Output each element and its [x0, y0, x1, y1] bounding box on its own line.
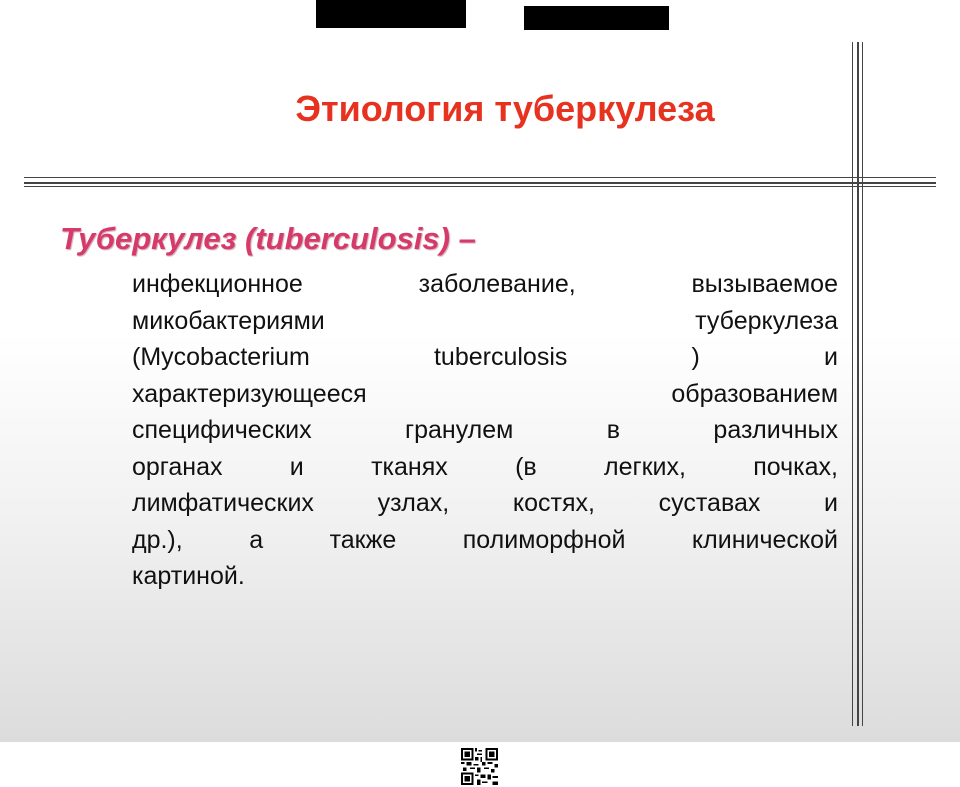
qr-code-icon — [461, 748, 498, 785]
definition-line: микобактериями туберкулеза — [132, 306, 838, 335]
horizontal-rule — [24, 177, 936, 178]
horizontal-rule — [24, 182, 936, 184]
definition-line: характеризующееся образованием — [132, 379, 838, 408]
definition-line: специфических гранулем в различных — [132, 416, 838, 444]
definition-line: картиной. — [132, 562, 245, 590]
definition-line: инфекционное заболевание, вызываемое — [132, 270, 838, 298]
horizontal-rule — [24, 186, 936, 187]
vertical-rule — [857, 42, 859, 726]
vertical-rule — [852, 42, 853, 726]
definition-line: др.), а также полиморфной клинической — [132, 525, 838, 554]
vertical-rule — [862, 42, 863, 726]
definition-line: лимфатических узлах, костях, суставах и — [132, 489, 838, 517]
redaction-block-right — [524, 6, 669, 30]
redaction-block-left — [316, 0, 466, 28]
definition-line: (Mycobacterium tuberculosis ) и — [132, 343, 838, 371]
slide-title: Этиология туберкулеза — [295, 88, 715, 129]
definition-paragraph — [132, 266, 838, 595]
definition-line: органах и тканях (в легких, почках, — [132, 452, 838, 481]
term-heading: Туберкулез (tuberculosis) – — [60, 221, 476, 256]
